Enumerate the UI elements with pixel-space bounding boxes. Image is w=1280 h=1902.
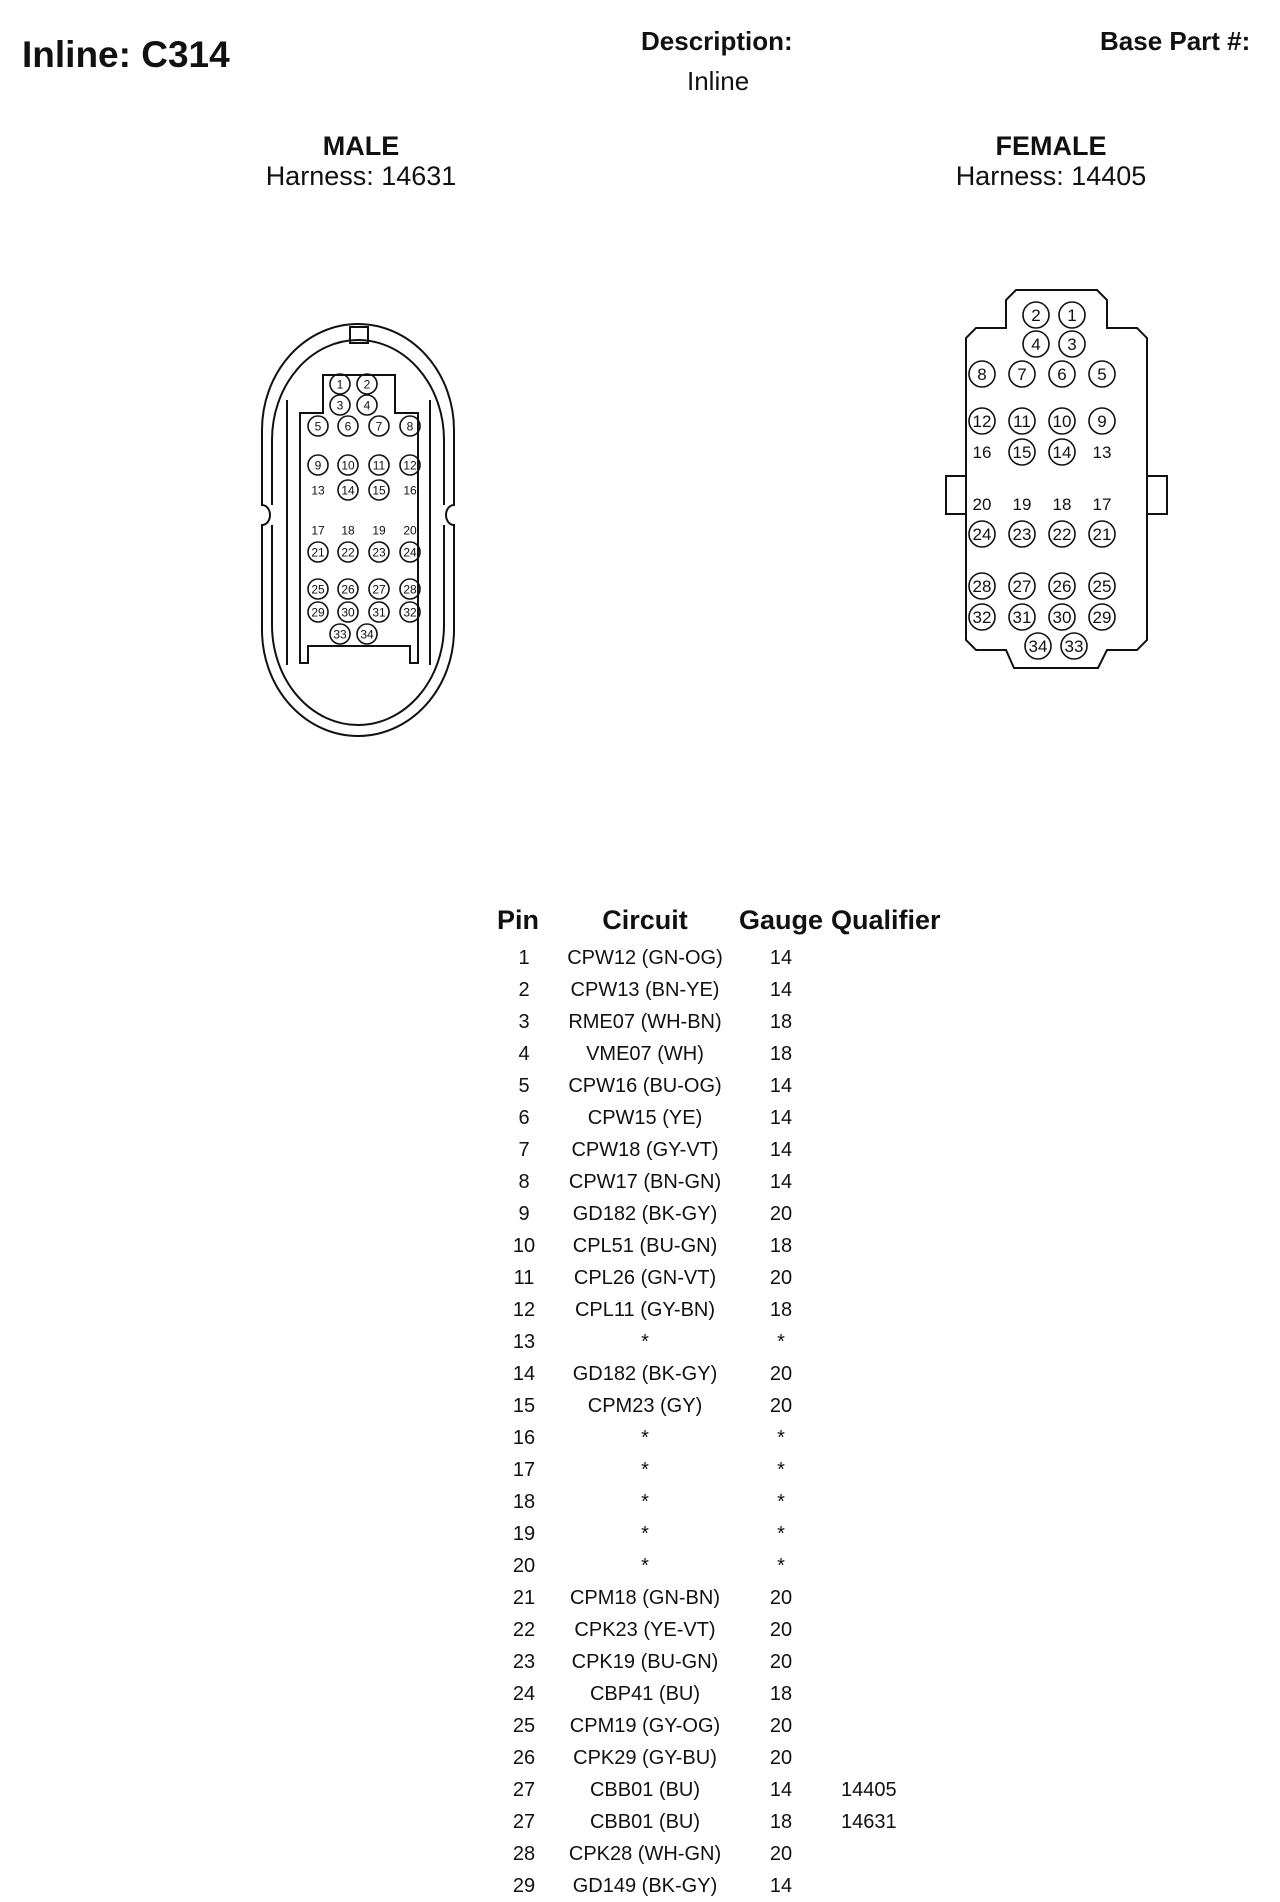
cell-gauge: 14 [769, 978, 793, 1001]
cell-qualifier [831, 1166, 971, 1198]
cell-gauge: * [777, 1458, 785, 1481]
cell-gauge: * [777, 1522, 785, 1545]
table-row [489, 1294, 971, 1326]
female-pin-label: 31 [1012, 608, 1032, 628]
table-row [489, 1582, 971, 1614]
cell-pin: 14 [512, 1362, 536, 1385]
female-pin-label: 17 [1092, 495, 1112, 515]
cell-gauge: 20 [769, 1618, 793, 1641]
cell-pin: 17 [512, 1458, 536, 1481]
cell-pin: 7 [518, 1138, 530, 1161]
table-row [489, 1646, 971, 1678]
male-pin-label: 15 [372, 483, 386, 498]
table-row [489, 1742, 971, 1774]
female-pin-label: 18 [1052, 495, 1072, 515]
cell-pin: 10 [512, 1234, 536, 1257]
cell-qualifier [831, 1582, 971, 1614]
cell-pin: 21 [512, 1586, 536, 1609]
cell-gauge: 14 [769, 1778, 793, 1801]
male-pin-label: 23 [372, 545, 386, 560]
female-pin-label: 29 [1092, 608, 1112, 628]
cell-circuit: CPW17 (BN-GN) [568, 1170, 722, 1193]
male-pin-label: 20 [403, 523, 417, 538]
cell-qualifier [831, 1710, 971, 1742]
male-pin-label: 1 [336, 377, 344, 392]
table-row [489, 1774, 971, 1806]
cell-gauge: * [777, 1554, 785, 1577]
cell-pin: 19 [512, 1522, 536, 1545]
female-pin-label: 16 [972, 443, 992, 463]
table-row [489, 1454, 971, 1486]
cell-pin: 26 [512, 1746, 536, 1769]
cell-pin: 20 [512, 1554, 536, 1577]
cell-circuit: CPK23 (YE-VT) [574, 1618, 716, 1641]
table-row [489, 1134, 971, 1166]
female-connector-diagram [930, 280, 1170, 680]
cell-circuit: CPM18 (GN-BN) [569, 1586, 720, 1609]
male-pin-label: 17 [311, 523, 325, 538]
cell-qualifier [831, 1230, 971, 1262]
cell-circuit: GD182 (BK-GY) [572, 1202, 718, 1225]
female-pin-label: 11 [1013, 412, 1031, 432]
female-side-tab-right [1147, 476, 1167, 514]
male-pin-label: 14 [341, 483, 355, 498]
female-pin-label: 34 [1028, 637, 1048, 657]
male-connector-shell [262, 324, 454, 736]
cell-qualifier [831, 1550, 971, 1582]
female-pin-label: 15 [1012, 443, 1032, 463]
pin-table [489, 898, 971, 1902]
cell-pin: 16 [512, 1426, 536, 1449]
cell-pin: 8 [518, 1170, 530, 1193]
male-connector-title: MALE [322, 131, 400, 161]
table-row [489, 942, 971, 974]
male-pin-label: 21 [311, 545, 325, 560]
cell-circuit: CPM19 (GY-OG) [569, 1714, 721, 1737]
female-pin-label: 5 [1097, 365, 1107, 385]
female-pin-label: 26 [1052, 577, 1072, 597]
male-pin-label: 34 [360, 627, 374, 642]
female-pin-label: 22 [1052, 525, 1072, 545]
cell-circuit: * [641, 1330, 649, 1353]
cell-qualifier [831, 1102, 971, 1134]
cell-qualifier [831, 1006, 971, 1038]
male-harness-label: Harness: 14631 [265, 161, 457, 191]
base-part-label: Base Part #: [1100, 26, 1251, 56]
female-pin-label: 30 [1052, 608, 1072, 628]
cell-circuit: * [641, 1426, 649, 1449]
cell-circuit: * [641, 1490, 649, 1513]
table-row [489, 1166, 971, 1198]
cell-qualifier [831, 1294, 971, 1326]
male-pin-label: 8 [406, 419, 414, 434]
column-header-pin: Pin [497, 904, 540, 935]
cell-gauge: 20 [769, 1362, 793, 1385]
cell-gauge: 14 [769, 1874, 793, 1897]
cell-qualifier [831, 1070, 971, 1102]
page-title: Inline: C314 [22, 34, 230, 75]
male-pin-label: 12 [403, 458, 417, 473]
female-pin-label: 13 [1092, 443, 1112, 463]
male-pin-label: 22 [341, 545, 355, 560]
cell-circuit: CBB01 (BU) [589, 1810, 701, 1833]
female-pin-label: 21 [1092, 525, 1112, 545]
male-pin-label: 9 [314, 458, 322, 473]
table-row [489, 1614, 971, 1646]
cell-gauge: * [777, 1330, 785, 1353]
male-pin-label: 7 [375, 419, 383, 434]
table-header-row [489, 898, 971, 942]
cell-pin: 3 [518, 1010, 530, 1033]
cell-circuit: CBP41 (BU) [589, 1682, 701, 1705]
cell-qualifier [831, 1646, 971, 1678]
cell-pin: 29 [512, 1874, 536, 1897]
cell-circuit: CPL51 (BU-GN) [572, 1234, 718, 1257]
female-pin-label: 20 [972, 495, 992, 515]
table-row [489, 1006, 971, 1038]
male-pin-label: 27 [372, 582, 386, 597]
male-connector-diagram [240, 310, 480, 750]
table-row [489, 1678, 971, 1710]
cell-circuit: VME07 (WH) [586, 1042, 704, 1065]
cell-qualifier [831, 1838, 971, 1870]
table-row [489, 1518, 971, 1550]
cell-gauge: 20 [769, 1714, 793, 1737]
table-row [489, 1838, 971, 1870]
cell-gauge: 20 [769, 1586, 793, 1609]
male-pin-label: 24 [403, 545, 417, 560]
cell-qualifier [831, 1454, 971, 1486]
cell-gauge: 18 [769, 1234, 793, 1257]
female-pin-label: 1 [1067, 306, 1077, 326]
table-row [489, 1710, 971, 1742]
male-pin-label: 16 [403, 483, 417, 498]
cell-circuit: RME07 (WH-BN) [568, 1010, 722, 1033]
cell-qualifier [831, 1422, 971, 1454]
cell-circuit: CPW13 (BN-YE) [570, 978, 720, 1001]
cell-qualifier [831, 942, 971, 974]
cell-circuit: CPK19 (BU-GN) [571, 1650, 719, 1673]
cell-circuit: CPW18 (GY-VT) [571, 1138, 719, 1161]
female-side-tab-left [946, 476, 966, 514]
cell-gauge: 20 [769, 1394, 793, 1417]
male-pin-label: 5 [314, 419, 322, 434]
cell-gauge: 14 [769, 1138, 793, 1161]
male-pin-label: 29 [311, 605, 325, 620]
male-pin-field [300, 375, 418, 663]
female-pin-label: 3 [1067, 335, 1077, 355]
cell-qualifier [831, 974, 971, 1006]
cell-pin: 13 [512, 1330, 536, 1353]
cell-qualifier [831, 1390, 971, 1422]
cell-gauge: 20 [769, 1266, 793, 1289]
cell-qualifier: 14631 [841, 1810, 897, 1833]
cell-gauge: 18 [769, 1298, 793, 1321]
cell-circuit: CPM23 (GY) [587, 1394, 703, 1417]
female-pin-label: 33 [1064, 637, 1084, 657]
female-pin-label: 27 [1012, 577, 1032, 597]
cell-pin: 9 [518, 1202, 530, 1225]
cell-circuit: CPW12 (GN-OG) [567, 946, 723, 969]
cell-pin: 27 [512, 1810, 536, 1833]
cell-pin: 27 [512, 1778, 536, 1801]
cell-qualifier [831, 1678, 971, 1710]
column-header-gauge: Gauge [738, 904, 824, 935]
cell-circuit: CPW15 (YE) [587, 1106, 703, 1129]
male-pin-label: 2 [363, 377, 371, 392]
cell-pin: 6 [518, 1106, 530, 1129]
cell-qualifier: 14405 [841, 1778, 897, 1801]
table-row [489, 1230, 971, 1262]
cell-qualifier [831, 1870, 971, 1902]
cell-circuit: CPW16 (BU-OG) [568, 1074, 722, 1097]
cell-circuit: CBB01 (BU) [589, 1778, 701, 1801]
cell-qualifier [831, 1134, 971, 1166]
table-row [489, 1102, 971, 1134]
cell-gauge: 20 [769, 1202, 793, 1225]
male-pin-label: 11 [372, 458, 386, 473]
female-pin-label: 8 [977, 365, 987, 385]
male-pin-label: 25 [311, 582, 325, 597]
table-row [489, 1422, 971, 1454]
table-row [489, 1198, 971, 1230]
male-pin-label: 4 [363, 398, 371, 413]
female-pin-label: 19 [1012, 495, 1032, 515]
table-row [489, 1262, 971, 1294]
column-header-qualifier: Qualifier [831, 904, 941, 935]
table-row [489, 1038, 971, 1070]
cell-pin: 23 [512, 1650, 536, 1673]
table-row [489, 1550, 971, 1582]
cell-circuit: CPL11 (GY-BN) [574, 1298, 716, 1321]
cell-qualifier [831, 1358, 971, 1390]
table-row [489, 1326, 971, 1358]
cell-pin: 24 [512, 1682, 536, 1705]
male-pin-label: 10 [341, 458, 355, 473]
cell-gauge: * [777, 1490, 785, 1513]
table-row [489, 1870, 971, 1902]
cell-gauge: 18 [769, 1682, 793, 1705]
cell-qualifier [831, 1486, 971, 1518]
female-connector-title: FEMALE [995, 131, 1107, 161]
column-header-circuit: Circuit [602, 904, 688, 935]
table-row [489, 1486, 971, 1518]
cell-circuit: CPK28 (WH-GN) [568, 1842, 722, 1865]
cell-qualifier [831, 1326, 971, 1358]
table-row [489, 1358, 971, 1390]
table-row [489, 1070, 971, 1102]
cell-pin: 28 [512, 1842, 536, 1865]
female-pin-label: 7 [1017, 365, 1027, 385]
cell-qualifier [831, 1518, 971, 1550]
female-pin-label: 14 [1052, 443, 1072, 463]
male-pin-label: 28 [403, 582, 417, 597]
cell-pin: 4 [518, 1042, 530, 1065]
female-harness-label: Harness: 14405 [955, 161, 1147, 191]
cell-pin: 5 [518, 1074, 530, 1097]
cell-gauge: 20 [769, 1842, 793, 1865]
cell-pin: 25 [512, 1714, 536, 1737]
female-pin-label: 4 [1031, 335, 1041, 355]
cell-gauge: 18 [769, 1810, 793, 1833]
female-pin-label: 9 [1097, 412, 1107, 432]
male-pin-label: 30 [341, 605, 355, 620]
description-value: Inline [687, 66, 750, 96]
female-pin-label: 6 [1057, 365, 1067, 385]
table-row [489, 974, 971, 1006]
female-pin-label: 25 [1092, 577, 1112, 597]
cell-pin: 15 [512, 1394, 536, 1417]
table-row [489, 1390, 971, 1422]
female-pin-label: 12 [972, 412, 992, 432]
male-pin-label: 6 [344, 419, 352, 434]
cell-pin: 12 [512, 1298, 536, 1321]
cell-circuit: * [641, 1458, 649, 1481]
male-pin-label: 19 [372, 523, 386, 538]
cell-circuit: GD182 (BK-GY) [572, 1362, 718, 1385]
female-pin-label: 28 [972, 577, 992, 597]
cell-circuit: CPK29 (GY-BU) [573, 1746, 717, 1769]
male-pin-label: 32 [403, 605, 417, 620]
cell-qualifier [831, 1614, 971, 1646]
cell-gauge: 14 [769, 1106, 793, 1129]
cell-gauge: 14 [769, 946, 793, 969]
cell-pin: 1 [518, 946, 530, 969]
cell-pin: 2 [518, 978, 530, 1001]
female-pin-label: 23 [1012, 525, 1032, 545]
cell-circuit: GD149 (BK-GY) [572, 1874, 718, 1897]
cell-gauge: * [777, 1426, 785, 1449]
cell-circuit: CPL26 (GN-VT) [573, 1266, 717, 1289]
cell-pin: 22 [512, 1618, 536, 1641]
description-label: Description: [641, 26, 793, 56]
cell-qualifier [831, 1742, 971, 1774]
cell-circuit: * [641, 1522, 649, 1545]
cell-gauge: 20 [769, 1746, 793, 1769]
male-pin-label: 18 [341, 523, 355, 538]
female-pin-label: 32 [972, 608, 992, 628]
male-pin-label: 3 [336, 398, 344, 413]
cell-pin: 11 [513, 1266, 535, 1289]
cell-gauge: 18 [769, 1042, 793, 1065]
female-pin-label: 24 [972, 525, 992, 545]
male-pin-label: 31 [372, 605, 386, 620]
cell-qualifier [831, 1262, 971, 1294]
table-row [489, 1806, 971, 1838]
cell-qualifier [831, 1198, 971, 1230]
cell-qualifier [831, 1038, 971, 1070]
male-pin-label: 33 [333, 627, 347, 642]
male-pin-label: 13 [311, 483, 325, 498]
cell-pin: 18 [512, 1490, 536, 1513]
male-pin-label: 26 [341, 582, 355, 597]
cell-gauge: 14 [769, 1074, 793, 1097]
cell-gauge: 18 [769, 1010, 793, 1033]
cell-gauge: 20 [769, 1650, 793, 1673]
cell-gauge: 14 [769, 1170, 793, 1193]
cell-circuit: * [641, 1554, 649, 1577]
female-pin-label: 10 [1052, 412, 1072, 432]
female-pin-label: 2 [1031, 306, 1041, 326]
